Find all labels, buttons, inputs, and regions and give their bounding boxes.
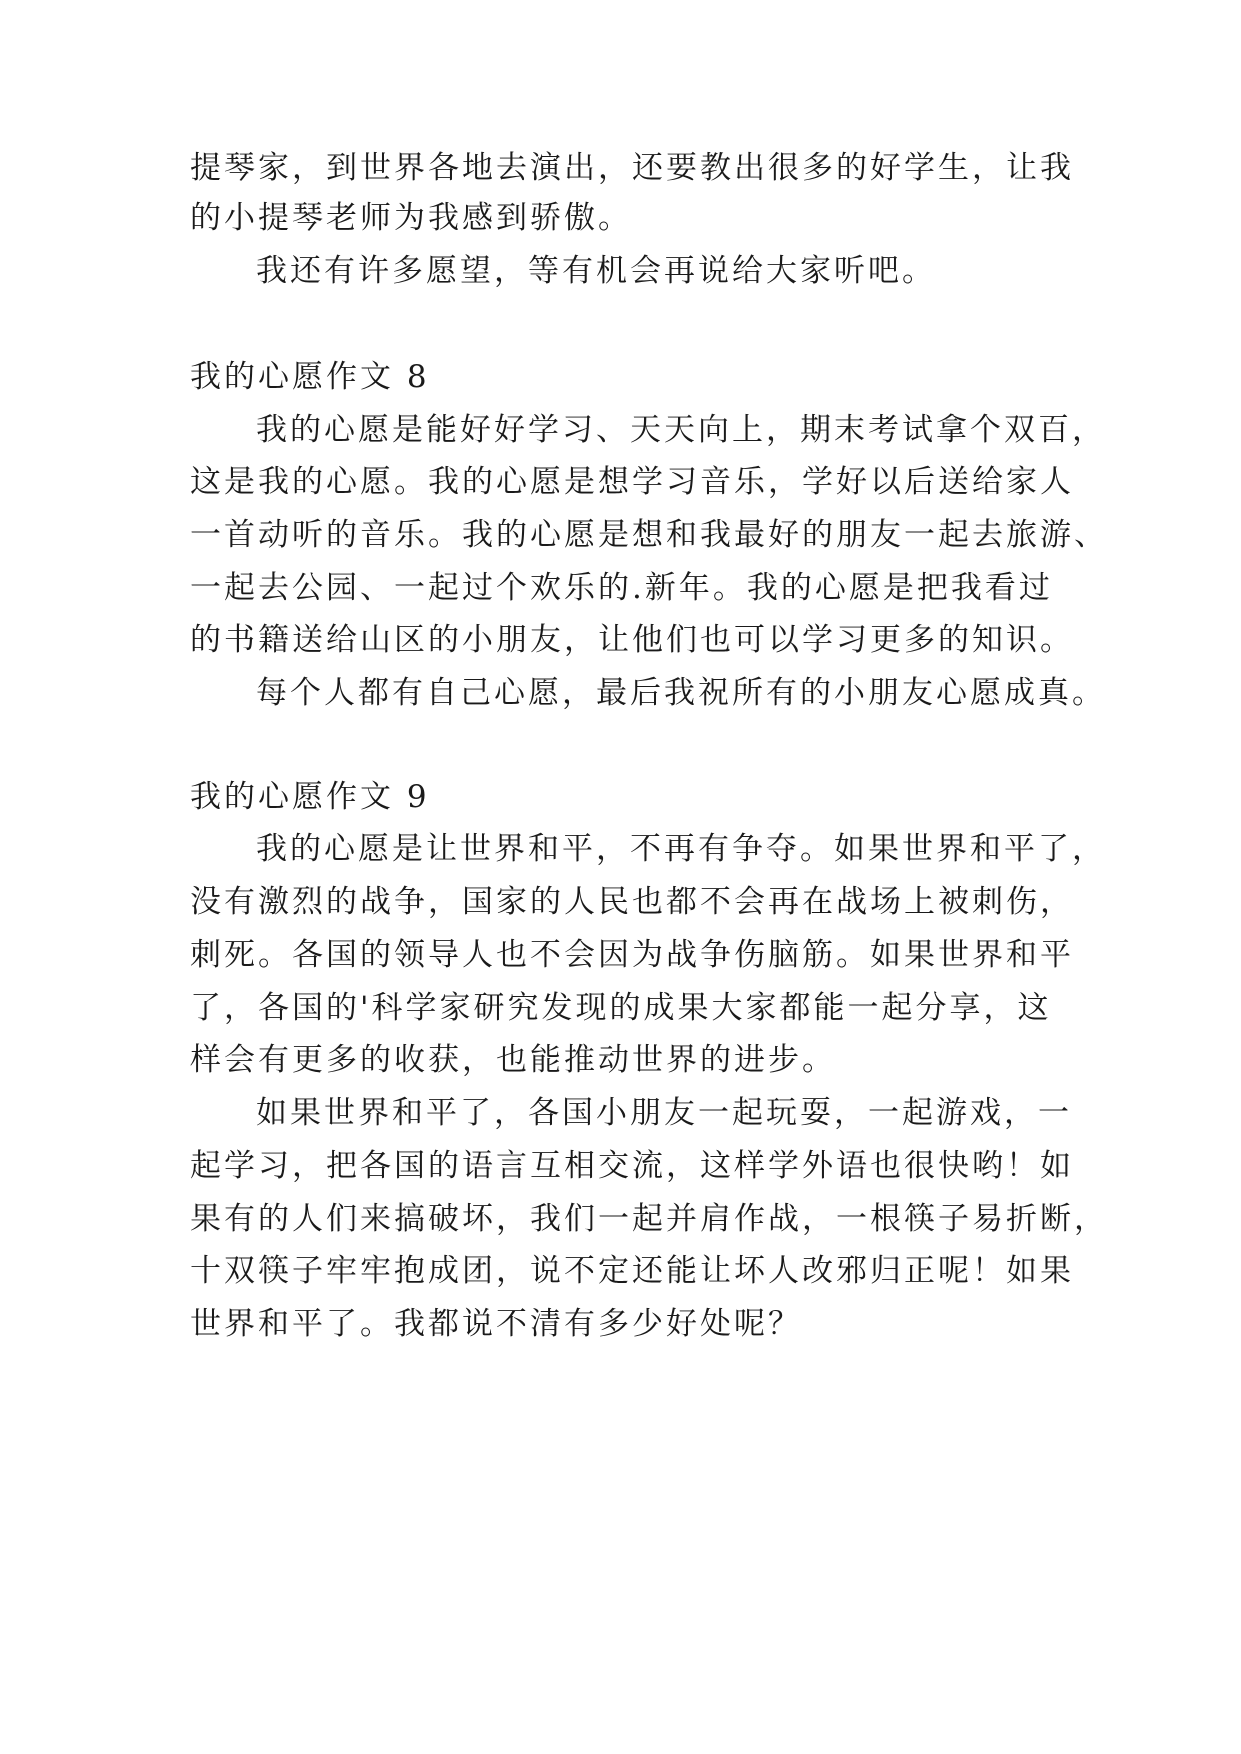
- paragraph-line: 果有的人们来搞破坏，我们一起并肩作战，一根筷子易折断，: [190, 1201, 1108, 1237]
- section-heading: 我的心愿作文 9: [190, 779, 430, 815]
- paragraph-line: 起学习，把各国的语言互相交流，这样学外语也很快哟！如: [190, 1148, 1074, 1184]
- paragraph-line: 提琴家，到世界各地去演出，还要教出很多的好学生，让我: [190, 150, 1074, 186]
- paragraph-line: 这是我的心愿。我的心愿是想学习音乐，学好以后送给家人: [190, 464, 1074, 500]
- paragraph-line: 没有激烈的战争，国家的人民也都不会再在战场上被刺伤，: [190, 884, 1074, 920]
- paragraph-line: 样会有更多的收获，也能推动世界的进步。: [190, 1042, 836, 1078]
- section-heading: 我的心愿作文 8: [190, 359, 430, 395]
- paragraph-line: 了，各国的'科学家研究发现的成果大家都能一起分享，这: [190, 990, 1052, 1026]
- paragraph-line: 刺死。各国的领导人也不会因为战争伤脑筋。如果世界和平: [190, 937, 1074, 973]
- paragraph-line: 我的心愿是能好好学习、天天向上，期末考试拿个双百，: [256, 412, 1106, 448]
- paragraph-line: 十双筷子牢牢抱成团，说不定还能让坏人改邪归正呢！如果: [190, 1253, 1074, 1289]
- paragraph-line: 我的心愿是让世界和平，不再有争夺。如果世界和平了，: [256, 831, 1106, 867]
- paragraph-line: 的书籍送给山区的小朋友，让他们也可以学习更多的知识。: [190, 622, 1074, 658]
- paragraph-line: 如果世界和平了，各国小朋友一起玩耍，一起游戏，一: [256, 1095, 1072, 1131]
- paragraph-line: 一首动听的音乐。我的心愿是想和我最好的朋友一起去旅游、: [190, 517, 1108, 553]
- paragraph-line: 每个人都有自己心愿，最后我祝所有的小朋友心愿成真。: [256, 675, 1106, 711]
- paragraph-line: 世界和平了。我都说不清有多少好处呢？: [190, 1306, 802, 1342]
- paragraph-line: 的小提琴老师为我感到骄傲。: [190, 200, 632, 236]
- paragraph-line: 我还有许多愿望，等有机会再说给大家听吧。: [256, 253, 936, 289]
- paragraph-line: 一起去公园、一起过个欢乐的.新年。我的心愿是把我看过: [190, 570, 1053, 606]
